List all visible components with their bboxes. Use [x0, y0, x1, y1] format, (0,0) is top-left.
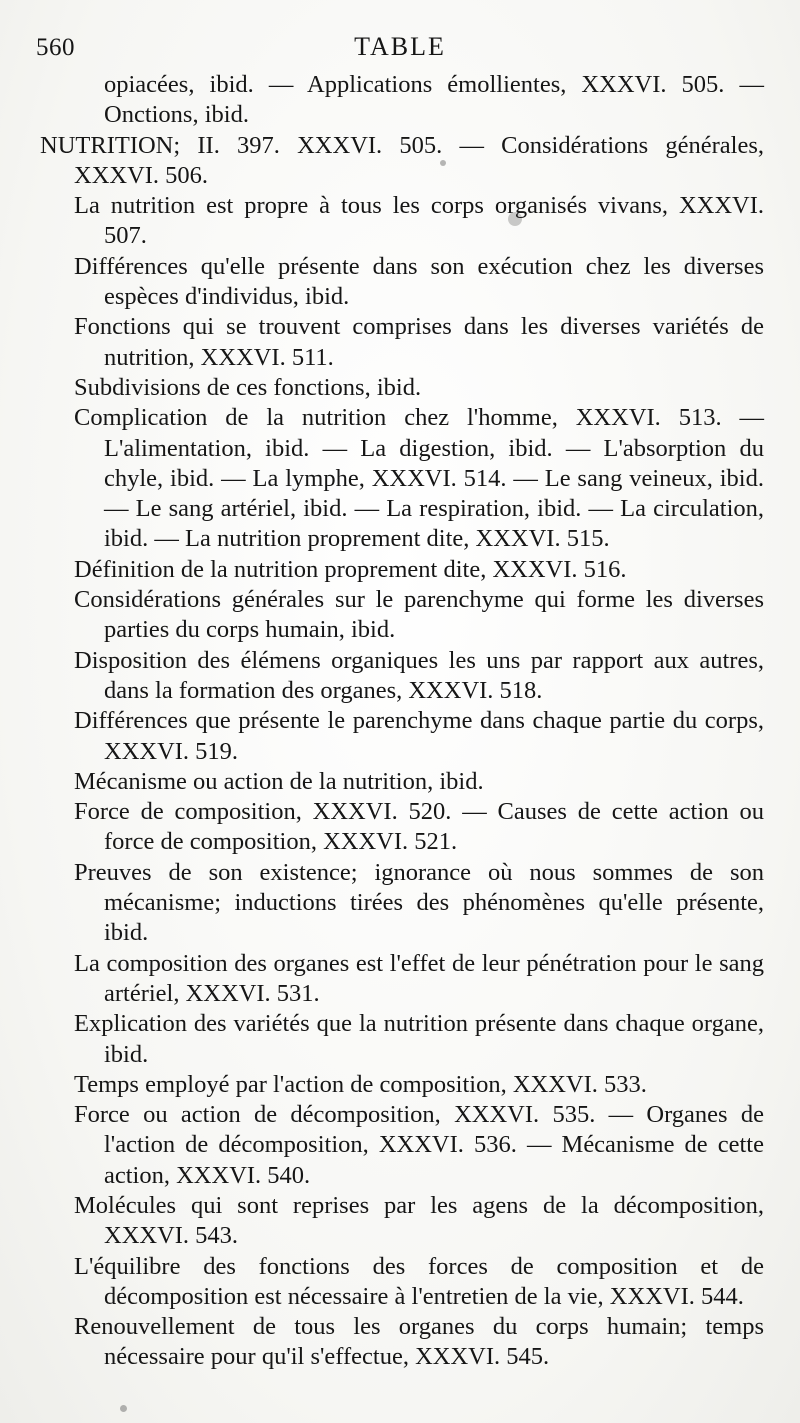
ink-speck	[508, 212, 522, 226]
index-entry: Complication de la nutrition chez l'homme, XXXVI. 513. — L'alimentation, ibid. — La digestion, ibid. — L'absorption du chyle, ibid. — La lymphe, XXXVI. 514. — Le sang veineux, ibid. — Le sang artériel, ibid. — La respiration, ibid. — La circulation, ibid. — La nutrition proprement dite, XXXVI. 515.	[74, 404, 764, 553]
index-entry: Molécules qui sont reprises par les agens de la décomposition, XXXVI. 543.	[74, 1191, 764, 1250]
index-entry: Preuves de son existence; ignorance où nous sommes de son mécanisme; inductions tirées des phénomènes qu'elle présente, ibid.	[74, 858, 764, 947]
index-entry: La nutrition est propre à tous les corps organisés vivans, XXXVI. 507.	[74, 192, 764, 250]
index-entry: Force ou action de décomposition, XXXVI. 535. — Organes de l'action de décomposition, XXXVI. 536. — Mécanisme de cette action, XXXVI. 540.	[74, 1101, 764, 1189]
index-entry: Renouvellement de tous les organes du corps humain; temps nécessaire pour qu'il s'effectue, XXXVI. 545.	[74, 1313, 764, 1371]
index-entry: Considérations générales sur le parenchyme qui forme les diverses parties du corps humain, ibid.	[74, 586, 764, 644]
index-entry: Fonctions qui se trouvent comprises dans les diverses variétés de nutrition, XXXVI. 511.	[74, 313, 764, 371]
index-entry: Subdivisions de ces fonctions, ibid.	[74, 373, 422, 401]
index-entry: opiacées, ibid. — Applications émollientes, XXXVI. 505. — Onctions, ibid.	[104, 71, 764, 129]
index-entry: Définition de la nutrition proprement dite, XXXVI. 516.	[74, 555, 627, 583]
index-entry: Disposition des élémens organiques les uns par rapport aux autres, dans la formation des organes, XXXVI. 518.	[74, 646, 764, 704]
index-entries	[34, 70, 764, 1373]
ink-speck	[120, 1405, 127, 1412]
index-entry: Différences qu'elle présente dans son exécution chez les diverses espèces d'individus, ibid.	[74, 252, 764, 311]
index-entry: Explication des variétés que la nutrition présente dans chaque organe, ibid.	[74, 1010, 764, 1068]
index-entry: L'équilibre des fonctions des forces de composition et de décomposition est nécessaire à l'entretien de la vie, XXXVI. 544.	[74, 1252, 764, 1310]
index-entry: La composition des organes est l'effet de leur pénétration pour le sang artériel, XXXVI. 531.	[74, 949, 764, 1007]
page-number: 560	[36, 34, 75, 61]
page-header	[0, 28, 800, 68]
index-entry-heading: NUTRITION; II. 397. XXXVI. 505. — Considérations générales, XXXVI. 506.	[40, 131, 764, 189]
running-title: TABLE	[354, 32, 446, 61]
index-entry: Temps employé par l'action de composition, XXXVI. 533.	[74, 1070, 647, 1098]
ink-speck	[440, 160, 446, 166]
index-entry: Différences que présente le parenchyme dans chaque partie du corps, XXXVI. 519.	[74, 707, 764, 765]
index-entry: Mécanisme ou action de la nutrition, ibid.	[74, 767, 484, 795]
index-entry: Force de composition, XXXVI. 520. — Causes de cette action ou force de composition, XXXVI. 521.	[74, 798, 764, 856]
